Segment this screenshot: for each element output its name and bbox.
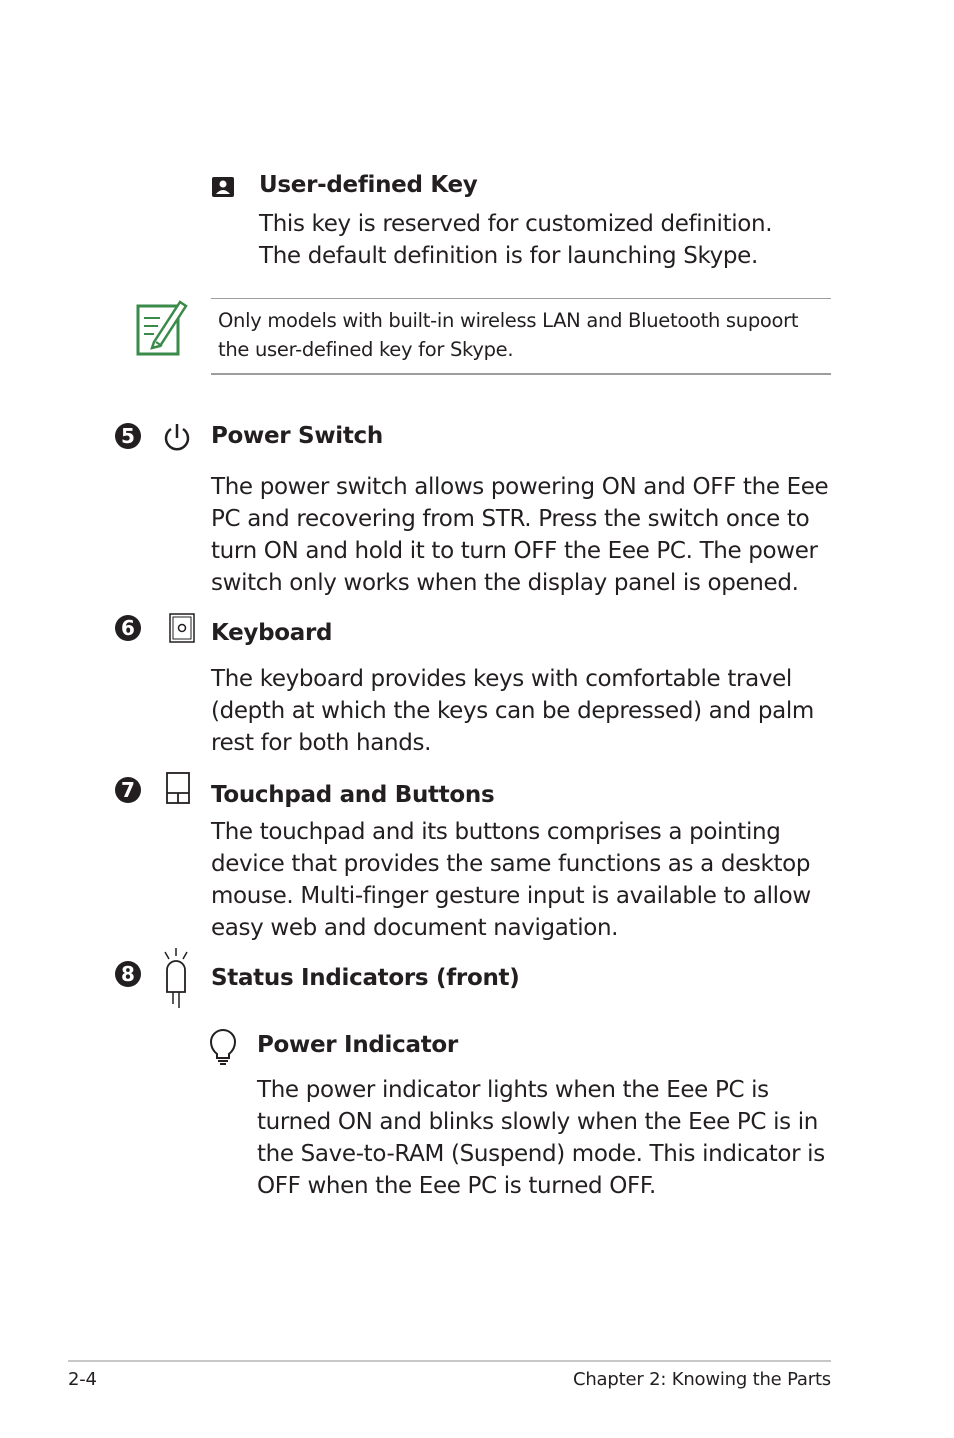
power-indicator-description: The power indicator lights when the Eee PC is turned ON and blinks slowly when the Eee PC is in the Save-to-RAM (Suspend) mode. This indicator is OFF when the Eee PC is turned OFF. [257, 1077, 825, 1199]
note-pencil-icon [136, 298, 186, 356]
item-number-badge: 7 [115, 777, 141, 803]
led-indicator-icon [162, 946, 190, 1008]
item-number-badge: 6 [115, 615, 141, 641]
power-icon [163, 421, 191, 453]
bulb-icon [209, 1030, 237, 1066]
power-switch-title: Power Switch [211, 423, 383, 449]
item-number-badge: 8 [115, 961, 141, 987]
item-number-badge: 5 [115, 423, 141, 449]
keyboard-description: The keyboard provides keys with comfortable travel (depth at which the keys can be depressed) and palm rest for both hands. [211, 666, 814, 756]
user-key-title: User-defined Key [259, 172, 478, 198]
note-text: Only models with built-in wireless LAN and Bluetooth supoort the user-defined key for Skype. [218, 309, 799, 361]
keyboard-title: Keyboard [211, 620, 333, 646]
keyboard-icon [169, 613, 195, 643]
touchpad-description: The touchpad and its buttons comprises a pointing device that provides the same functions as a desktop mouse. Multi-finger gesture input is available to allow easy web and document navigation. [211, 819, 811, 941]
chapter-title: Chapter 2: Knowing the Parts [572, 1369, 831, 1390]
touchpad-icon [166, 772, 190, 804]
footer-rule [68, 1360, 831, 1362]
touchpad-title: Touchpad and Buttons [211, 782, 495, 808]
power-switch-description: The power switch allows powering ON and OFF the Eee PC and recovering from STR. Press the switch once to turn ON and hold it to turn OFF the Eee PC. The power switch only works when the display panel is opened. [211, 474, 829, 596]
note-bottom-rule [211, 373, 831, 375]
power-indicator-title: Power Indicator [257, 1032, 458, 1058]
page-number: 2-4 [68, 1369, 97, 1390]
note-top-rule [211, 298, 831, 299]
user-key-description: This key is reserved for customized definition. The default definition is for launching Skype. [259, 211, 773, 269]
status-indicators-title: Status Indicators (front) [211, 965, 520, 991]
user-key-icon [212, 177, 234, 197]
